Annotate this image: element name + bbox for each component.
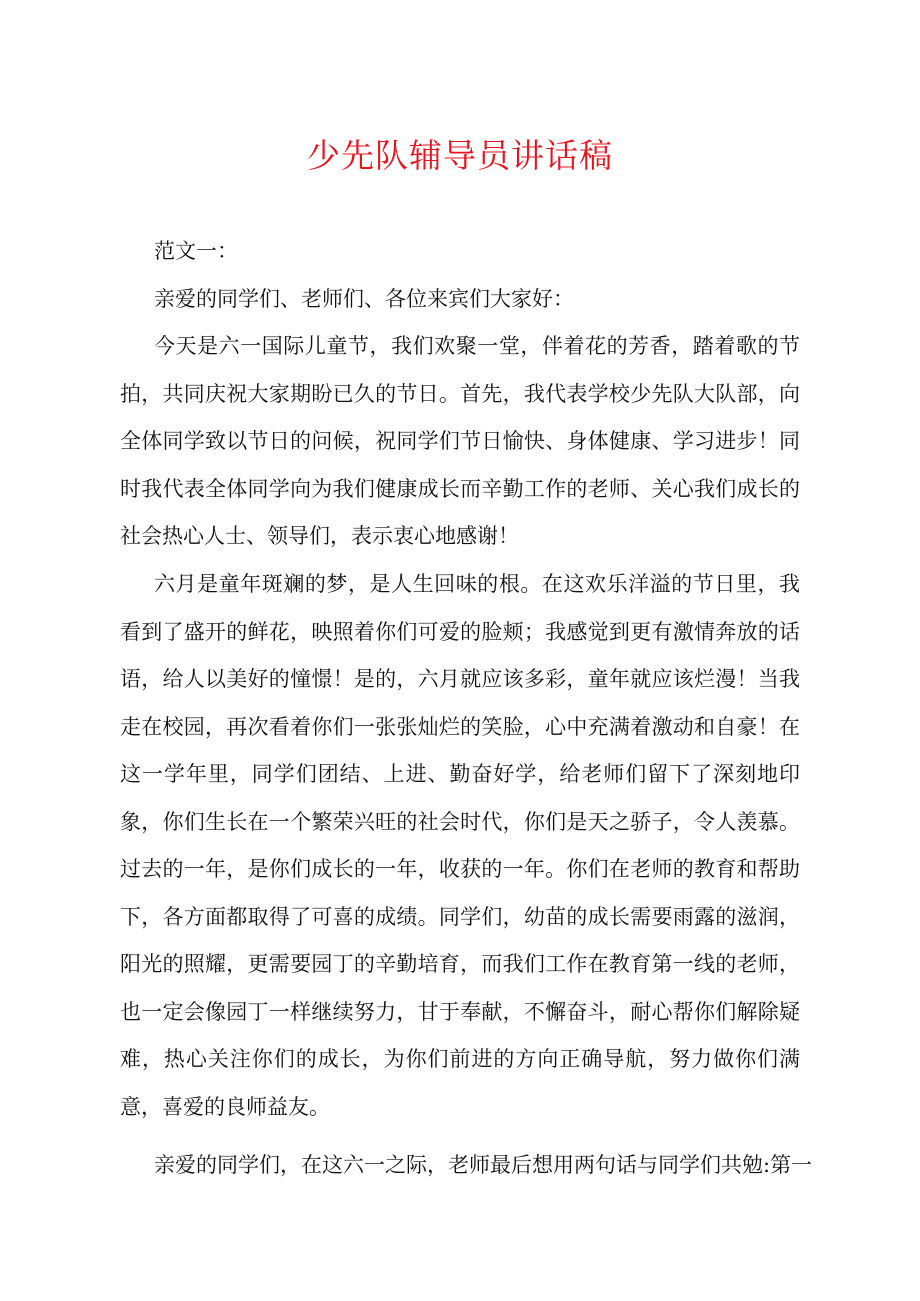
paragraph-4: 六月是童年斑斓的梦，是人生回味的根。在这欢乐洋溢的节日里，我看到了盛开的鲜花，映照着你们可爱的脸颊；我感觉到更有激情奔放的话语，给人以美好的憧憬！是的，六月就应该多彩，童年就应该烂漫！当我走在校园，再次看着你们一张张灿烂的笑脸，心中充满着激动和自豪！在这一学年里，同学们团结、上进、勤奋好学，给老师们留下了深刻地印象，你们生长在一个繁荣兴旺的社会时代，你们是天之骄子，令人羡慕。过去的一年，是你们成长的一年，收获的一年。你们在老师的教育和帮助下，各方面都取得了可喜的成绩。同学们，幼苗的成长需要雨露的滋润，阳光的照耀，更需要园丁的辛勤培育，而我们工作在教育第一线的老师，也一定会像园丁一样继续努力，甘于奉献，不懈奋斗，耐心帮你们解除疑难，热心关注你们的成长，为你们前进的方向正确导航，努力做你们满意，喜爱的良师益友。 [120, 572, 800, 1119]
paragraph-2: 亲爱的同学们、老师们、各位来宾们大家好： [154, 287, 574, 311]
paragraph-closing-block [120, 1142, 813, 1190]
paragraph-3: 今天是六一国际儿童节，我们欢聚一堂，伴着花的芳香，踏着歌的节拍，共同庆祝大家期盼已久的节日。首先，我代表学校少先队大队部，向全体同学致以节日的问候，祝同学们节日愉快、身体健康、学习进步！同时我代表全体同学向为我们健康成长而辛勤工作的老师、关心我们成长的社会热心人士、领导们，表示衷心地感谢！ [120, 334, 800, 548]
paragraph-1: 范文一： [154, 239, 238, 263]
paragraph-greeting-block [120, 276, 800, 324]
paragraph-intro-block [120, 323, 800, 561]
document-title: 少先队辅导员讲话稿 [307, 136, 613, 175]
paragraph-main-block [120, 561, 800, 1131]
paragraph-5: 亲爱的同学们，在这六一之际，老师最后想用两句话与同学们共勉:第一 [154, 1153, 813, 1177]
paragraph-salutation-label [120, 228, 800, 276]
